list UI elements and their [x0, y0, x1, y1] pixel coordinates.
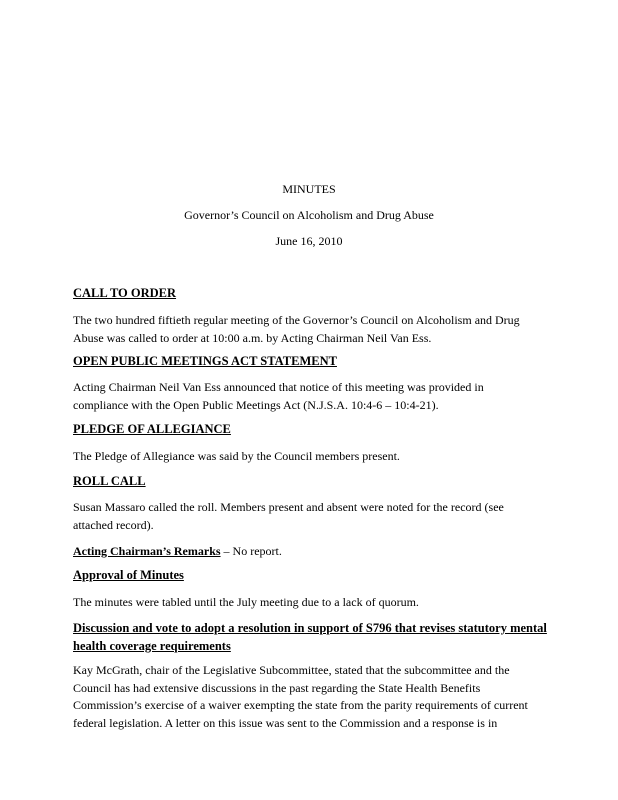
discussion-text: [73, 662, 563, 732]
heading-line: health coverage requirements: [73, 638, 231, 653]
open-public-meetings-text: [73, 379, 563, 414]
text-line: The Pledge of Allegiance was said by the Council members present.: [73, 449, 400, 463]
pledge-text: [73, 448, 563, 466]
open-public-meetings-heading: OPEN PUBLIC MEETINGS ACT STATEMENT: [73, 354, 337, 368]
text-line: Susan Massaro called the roll. Members present and absent were noted for the record (see: [73, 500, 504, 514]
text-line: Abuse was called to order at 10:00 a.m. by Acting Chairman Neil Van Ess.: [73, 330, 432, 345]
text-line: The minutes were tabled until the July meeting due to a lack of quorum.: [73, 595, 419, 609]
heading-line: Discussion and vote to adopt a resolution in support of S796 that revises statutory mental: [73, 621, 547, 635]
approval-minutes-heading: Approval of Minutes: [73, 568, 184, 582]
text-line: Commission’s exercise of a waiver exempting the state from the parity requirements of current: [73, 698, 528, 712]
call-to-order-heading: CALL TO ORDER: [73, 286, 177, 300]
text-line: The two hundred fiftieth regular meeting of the Governor’s Council on Alcoholism and Drug: [73, 313, 520, 327]
meeting-date: June 16, 2010: [275, 234, 343, 248]
text-line: Council has had extensive discussions in the past regarding the State Health Benefits: [73, 680, 481, 695]
text-line: Kay McGrath, chair of the Legislative Subcommittee, stated that the subcommittee and the: [73, 663, 510, 677]
text-line: attached record).: [73, 517, 154, 532]
document-title: MINUTES: [282, 182, 336, 196]
approval-minutes-text: [73, 594, 563, 612]
call-to-order-text: [73, 312, 563, 347]
chairman-remarks: [73, 543, 563, 561]
pledge-heading: PLEDGE OF ALLEGIANCE: [73, 422, 231, 436]
organization-name: Governor’s Council on Alcoholism and Drug Abuse: [184, 208, 434, 222]
chairman-remarks-line: [73, 543, 563, 561]
discussion-heading: [73, 620, 563, 655]
text-line: Acting Chairman Neil Van Ess announced that notice of this meeting was provided in: [73, 380, 484, 394]
chairman-remarks-heading: Acting Chairman’s Remarks: [73, 544, 221, 558]
roll-call-text: [73, 499, 563, 534]
text-line: federal legislation. A letter on this issue was sent to the Commission and a response is in: [73, 715, 498, 730]
chairman-remarks-text: – No report.: [220, 544, 282, 558]
text-line: compliance with the Open Public Meetings Act (N.J.S.A. 10:4-6 – 10:4-21).: [73, 397, 439, 412]
roll-call-heading: ROLL CALL: [73, 474, 146, 488]
